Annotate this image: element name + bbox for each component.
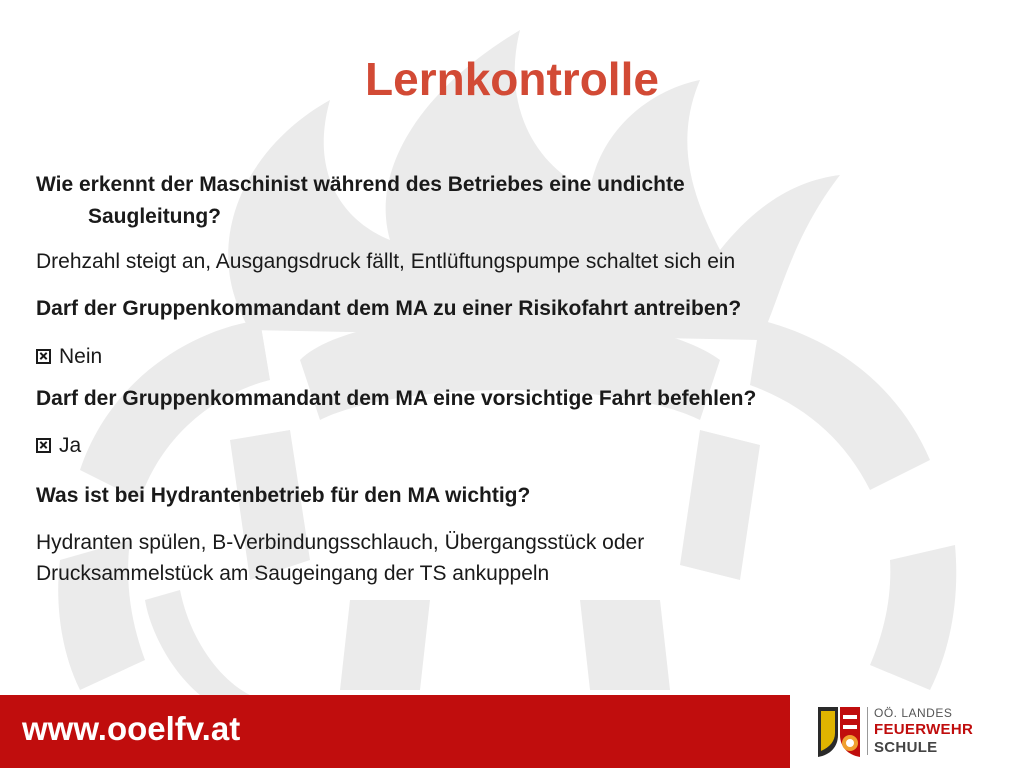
question-4: Was ist bei Hydrantenbetrieb für den MA wichtig? (36, 484, 531, 507)
question-1-continued: Saugleitung? (88, 205, 221, 228)
answer-3-text: Ja (59, 434, 82, 457)
answer-4-line-2: Drucksammelstück am Saugeingang der TS ankuppeln (36, 562, 550, 585)
question-1: Wie erkennt der Maschinist während des Betriebes eine undichte (36, 173, 685, 196)
logo-line-2: FEUERWEHR (874, 721, 974, 738)
slide-title: Lernkontrolle (365, 53, 659, 105)
answer-3 (36, 434, 81, 458)
answer-2-text: Nein (59, 345, 103, 368)
checkbox-x-icon (36, 349, 51, 364)
answer-2 (36, 345, 102, 369)
crest-icon (816, 705, 862, 759)
footer-url-link[interactable]: www.ooelfv.at (22, 710, 241, 747)
logo-divider (867, 707, 868, 755)
answer-1: Drehzahl steigt an, Ausgangsdruck fällt, Entlüftungspumpe schaltet sich ein (36, 250, 736, 273)
question-3: Darf der Gruppenkommandant dem MA eine vorsichtige Fahrt befehlen? (36, 387, 757, 410)
footer-bar (0, 695, 790, 768)
logo-line-1: OÖ. LANDES (874, 706, 953, 720)
logo-line-3: SCHULE (874, 739, 938, 756)
answer-4-line-1: Hydranten spülen, B-Verbindungsschlauch, Übergangsstück oder (36, 531, 645, 554)
feuerwehr-schule-logo (790, 695, 1024, 768)
question-2: Darf der Gruppenkommandant dem MA zu einer Risikofahrt antreiben? (36, 297, 742, 320)
checkbox-x-icon (36, 438, 51, 453)
